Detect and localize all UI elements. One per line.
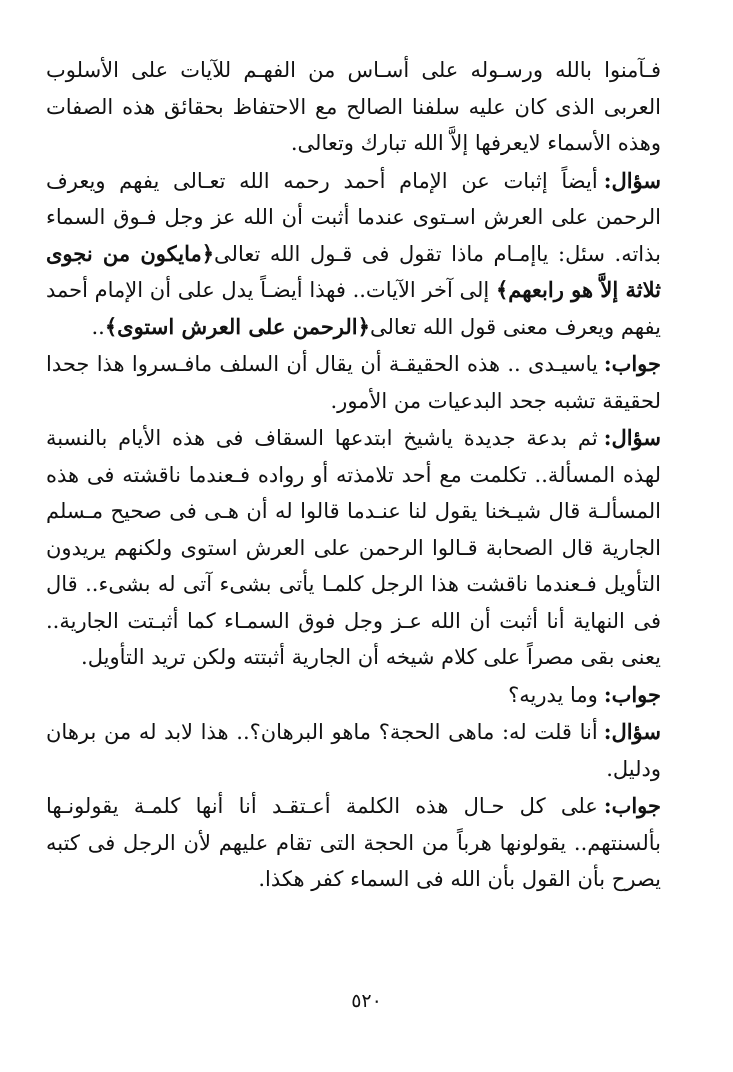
paragraph-continuation <box>46 52 661 162</box>
paragraph-text: فـآمنوا بالله ورسـوله على أسـاس من الفهـم للآيات على الأسلوب العربى الذى كان عليه سلفنا الصالح مع الاحتفاظ بحقائق هذه الصفات وهذه الأسماء لايعرفها إلاَّ الله تبارك وتعالى. <box>46 58 661 155</box>
paragraph-answer <box>46 677 661 714</box>
quran-quote: ﴿مايكون من نجوى ثلاثة إلاَّ هو رابعهم﴾ <box>46 240 662 302</box>
question-label: سؤال: <box>603 719 661 744</box>
paragraph-text: على كل حـال هذه الكلمة أعـتقـد أنا أنها كلمـة يقولونـها بألسنتهم.. يقولونها هرباً من الحجة التى تقام عليهم لأن الرجل فى كتبه يصرح بأن القول بأن الله فى السماء كفر هكذا. <box>46 794 661 891</box>
question-label: سؤال: <box>603 425 661 450</box>
paragraph-text: وما يدريه؟ <box>508 682 598 707</box>
answer-label: جواب: <box>603 681 661 707</box>
paragraph-question <box>46 420 661 676</box>
quran-quote: ﴿الرحمن على العرش استوى﴾ <box>104 313 370 339</box>
paragraph-text: إلى آخر الآيات.. فهذا أيضـاً يدل على أن الإمام أحمد يفهم ويعرف معنى قول الله تعالى <box>46 278 661 339</box>
paragraph-text: ياسيـدى .. هذه الحقيقـة أن يقال أن السلف مافـسروا هذا جحدا لحقيقة تشبه جحد البدعيات من الأمور. <box>46 352 661 413</box>
question-label: سؤال: <box>603 167 661 193</box>
paragraph-question <box>46 714 661 787</box>
paragraph-text: أيضاً إثبات عن الإمام أحمد رحمه الله تعـالى يفهم ويعرف الرحمن على العرش اسـتوى عندما أثبت أن الله عز وجل فـوق السماء بذاته. سئل: ياإمـام ماذا تقول فى قـول الله تعالى <box>46 168 661 266</box>
answer-label: جواب: <box>603 351 661 376</box>
answer-label: جواب: <box>603 793 661 818</box>
page-number: ٥٢٠ <box>351 990 382 1012</box>
paragraph-question <box>46 163 661 346</box>
paragraph-answer <box>46 788 661 898</box>
paragraph-answer <box>46 346 661 419</box>
paragraph-text: أنا قلت له: ماهى الحجة؟ ماهو البرهان؟.. هذا لابد له من برهان ودليل. <box>46 720 661 781</box>
paragraph-text: ثم بدعة جديدة ياشيخ ابتدعها السقاف فى هذه الأيام بالنسبة لهذه المسألة.. تكلمت مع أحد تلامذته أو رواده فـعندما ناقشته فى هذه المسألـة قال شيـخنا يقول لنا عنـدما قالوا له أن هـى فى صحيح مـسلم الجارية قال الصحابة قـالوا الرحمن على العرش استوى ولكنهم يريدون التأويل فـعندما ناقشت هذا الرجل كلمـا يأتى بشىء آتى له بشىء.. قال فى النهاية أنا أثبت أن الله عـز وجل فوق السمـاء كما أثبـتت الجارية.. يعنى بقى مصراً على كلام شيخه أن الجارية أثبتته ولكن تريد التأويل. <box>46 426 661 669</box>
body-text <box>46 52 661 898</box>
paragraph-text: .. <box>91 314 105 339</box>
